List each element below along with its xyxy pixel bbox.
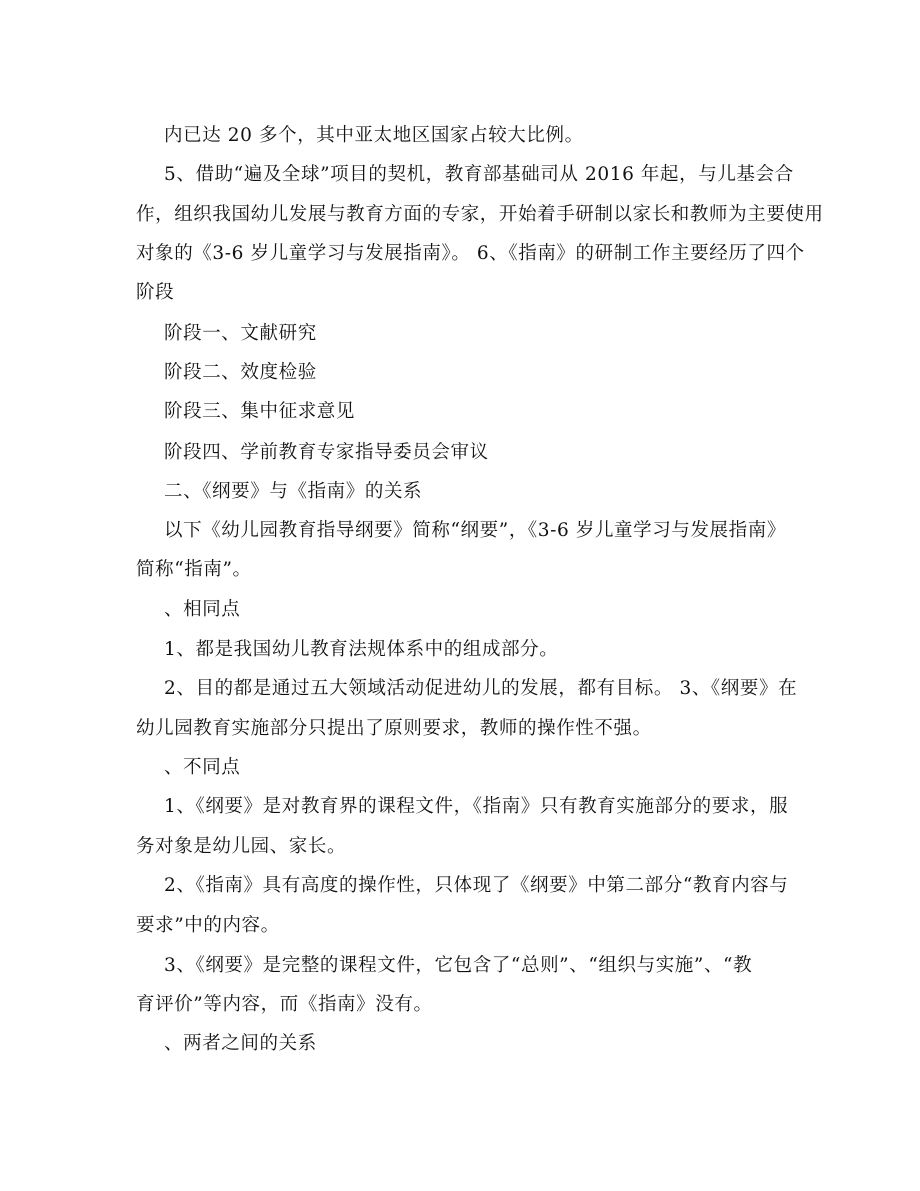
text-line: 对象的《3-6 岁儿童学习与发展指南》。 6、《指南》的研制工作主要经历了四个	[136, 243, 805, 264]
subsection-heading: 、相同点	[164, 599, 241, 620]
text-line: 以下《幼儿园教育指导纲要》简称“纲要”，《3-6 岁儿童学习与发展指南》	[164, 520, 786, 541]
text-line: 阶段	[136, 282, 175, 303]
text-line: 1、《纲要》是对教育界的课程文件，《指南》只有教育实施部分的要求，服	[164, 796, 789, 817]
text-line: 阶段二、效度检验	[164, 362, 317, 383]
text-line: 3、《纲要》是完整的课程文件，它包含了“总则”、“组织与实施”、“教	[164, 955, 753, 976]
text-line: 内已达 20 多个，其中亚太地区国家占较大比例。	[164, 125, 584, 146]
text-line: 阶段一、文献研究	[164, 323, 317, 344]
text-line: 2、《指南》具有高度的操作性，只体现了《纲要》中第二部分“教育内容与	[164, 875, 789, 896]
text-line: 简称“指南”。	[136, 559, 252, 580]
text-line: 1、都是我国幼儿教育法规体系中的组成部分。	[164, 639, 559, 660]
subsection-heading: 、不同点	[164, 757, 241, 778]
text-line: 务对象是幼儿园、家长。	[136, 836, 347, 857]
text-line: 育评价”等内容，而《指南》没有。	[136, 994, 433, 1015]
subsection-heading: 、两者之间的关系	[164, 1033, 317, 1054]
text-line: 5、借助“遍及全球”项目的契机，教育部基础司从 2016 年起，与儿基会合	[164, 164, 794, 185]
section-heading: 二、《纲要》与《指南》的关系	[164, 481, 423, 502]
text-line: 阶段三、集中征求意见	[164, 401, 356, 422]
text-line: 2、目的都是通过五大领域活动促进幼儿的发展，都有目标。 3、《纲要》在	[164, 678, 798, 699]
text-line: 要求”中的内容。	[136, 915, 280, 936]
text-line: 作，组织我国幼儿发展与教育方面的专家，开始着手研制以家长和教师为主要使用	[136, 204, 824, 225]
text-line: 幼儿园教育实施部分只提出了原则要求，教师的操作性不强。	[136, 718, 652, 739]
text-line: 阶段四、学前教育专家指导委员会审议	[164, 442, 489, 463]
